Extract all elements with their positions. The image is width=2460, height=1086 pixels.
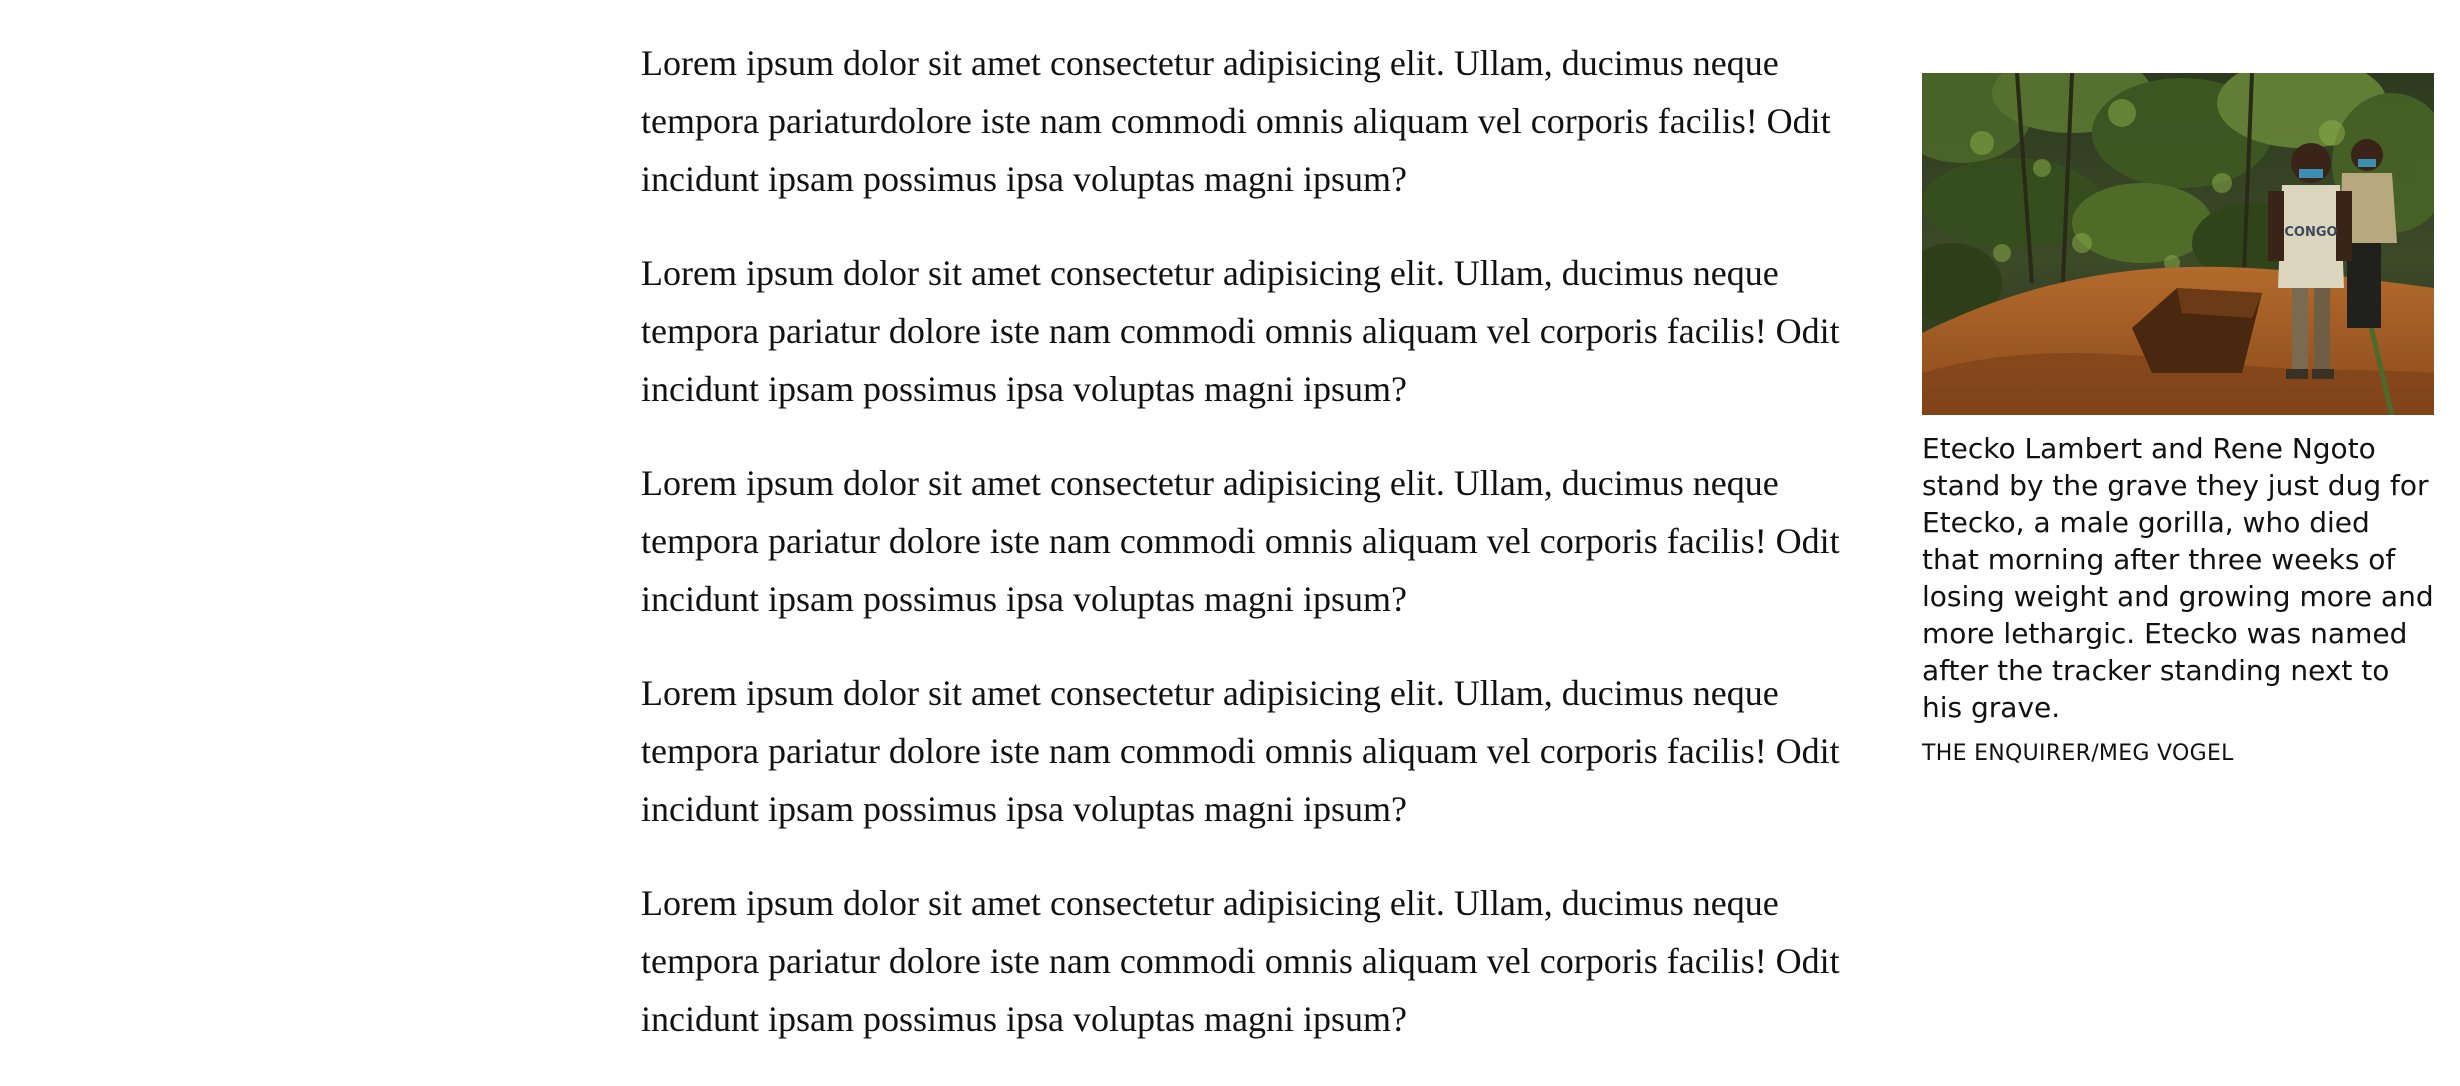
shirt-print: CONGO bbox=[2284, 225, 2338, 240]
side-figure bbox=[1922, 73, 2434, 769]
article-paragraph-1: Lorem ipsum dolor sit amet consectetur adipisicing elit. Ullam, ducimus neque tempora pariaturdolore iste nam commodi omnis aliquam vel corporis facilis! Odit incidunt ipsam possimus ipsa voluptas magni ipsum? bbox=[641, 43, 1831, 199]
article-paragraph-4: Lorem ipsum dolor sit amet consectetur adipisicing elit. Ullam, ducimus neque tempora pariatur dolore iste nam commodi omnis aliquam vel corporis facilis! Odit incidunt ipsam possimus ipsa voluptas magni ipsum? bbox=[641, 673, 1840, 829]
article-paragraph-5: Lorem ipsum dolor sit amet consectetur adipisicing elit. Ullam, ducimus neque tempora pariatur dolore iste nam commodi omnis aliquam vel corporis facilis! Odit incidunt ipsam possimus ipsa voluptas magni ipsum? bbox=[641, 883, 1840, 1039]
article-paragraph-2: Lorem ipsum dolor sit amet consectetur adipisicing elit. Ullam, ducimus neque tempora pariatur dolore iste nam commodi omnis aliquam vel corporis facilis! Odit incidunt ipsam possimus ipsa voluptas magni ipsum? bbox=[641, 253, 1840, 409]
grave-photo bbox=[1922, 73, 2434, 415]
article-paragraph-3: Lorem ipsum dolor sit amet consectetur adipisicing elit. Ullam, ducimus neque tempora pariatur dolore iste nam commodi omnis aliquam vel corporis facilis! Odit incidunt ipsam possimus ipsa voluptas magni ipsum? bbox=[641, 463, 1840, 619]
photo-credit: THE ENQUIRER/MEG VOGEL bbox=[1922, 741, 2234, 766]
photo-caption: Etecko Lambert and Rene Ngoto stand by the grave they just dug for Etecko, a male gorilla, who died that morning after three weeks of losing weight and growing more and more lethargic. Etecko was named after the tracker standing next to his grave. bbox=[1922, 432, 2434, 724]
article-body bbox=[641, 34, 1871, 1084]
